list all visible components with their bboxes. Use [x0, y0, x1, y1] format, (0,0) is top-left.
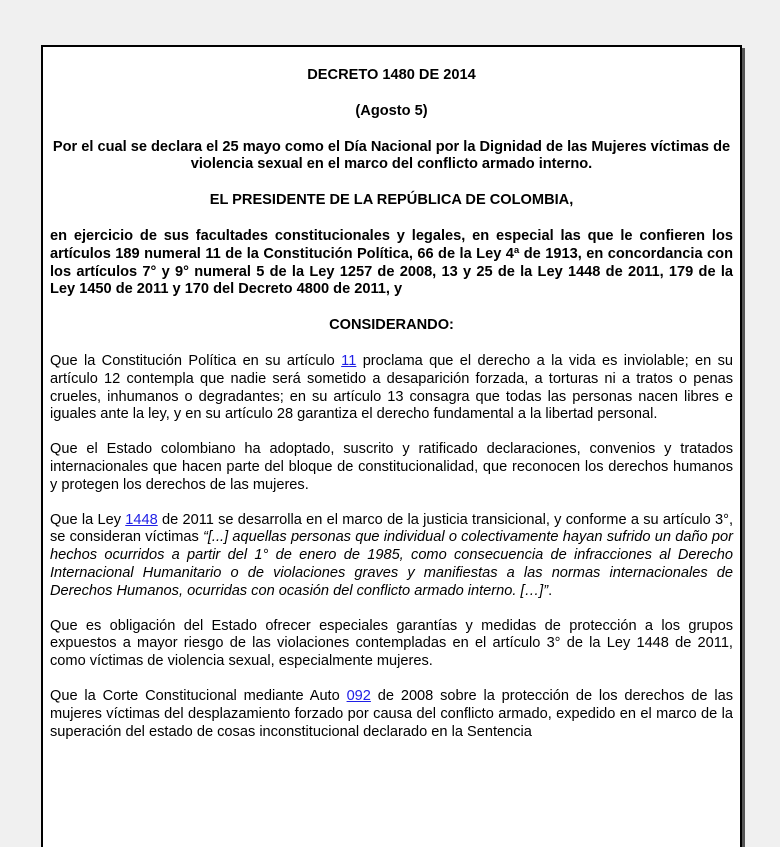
paragraph-text: Que la Ley	[50, 511, 126, 528]
paragraph-ley-1448	[50, 512, 733, 601]
victims-definition-quote: “[...] aquellas personas que individual o colectivamente hayan sufrido un daño por hechos ocurridos a partir del 1° de enero de 1985, como consecuencia de infracciones al Derecho Internacional Humanitario o de violaciones graves y manifiestas a las normas internacionales de Derechos Humanos, ocurridas con ocasión del conflicto armado interno. […]”	[50, 529, 733, 599]
preamble: en ejercicio de sus facultades constitucionales y legales, en especial las que le confieren los artículos 189 numeral 11 de la Constitución Política, 66 de la Ley 4ª de 1913, en concordancia con los artículos 7° y 9° numeral 5 de la Ley 1257 de 2008, 13 y 25 de la Ley 1448 de 2011, 179 de la Ley 1450 de 2011 y 170 del Decreto 4800 de 2011, y	[50, 227, 733, 298]
article-11-link[interactable]: 11	[341, 352, 357, 369]
paragraph-treaties: Que el Estado colombiano ha adoptado, suscrito y ratificado declaraciones, convenios y tratados internacionales que hacen parte del bloque de constitucionalidad, que reconocen los derechos humanos y protegen los derechos de las mujeres.	[50, 441, 733, 493]
paragraph-text: de 2008 sobre la protección de los derechos de las mujeres víctimas del desplazamiento forzado por causa del conflicto armado, expedido en el marco de la superación del estado de cosas inconstitucional declarado en la Sentencia	[50, 687, 733, 740]
considering-heading: CONSIDERANDO:	[329, 317, 454, 334]
paragraph-state-obligation: Que es obligación del Estado ofrecer especiales garantías y medidas de protección a los grupos expuestos a mayor riesgo de las violaciones contempladas en el artículo 3° de la Ley 1448 de 2011, como víctimas de violencia sexual, especialmente mujeres.	[50, 617, 733, 670]
document-body	[43, 47, 740, 741]
document-page	[41, 45, 742, 847]
paragraph-text: de 2011 se desarrolla en el marco de la justicia transicional, y conforme a su artículo 3°, se consideran víctimas	[50, 511, 733, 546]
paragraph-text: proclama que el derecho a la vida es inviolable; en su artículo 12 contempla que nadie será sometido a desaparición forzada, a torturas ni a tratos o penas crueles, inhumanos o degradantes; en su artículo 13 consagra que todas las personas nacen libres e iguales ante la ley, y en su artículo 28 garantiza el derecho fundamental a la libertad personal.	[50, 352, 734, 423]
decree-date: (Agosto 5)	[355, 102, 428, 119]
decree-title: DECRETO 1480 DE 2014	[307, 67, 476, 83]
paragraph-constitution	[50, 353, 733, 424]
paragraph-text: Que la Constitución Política en su artículo	[50, 352, 342, 369]
president-heading: EL PRESIDENTE DE LA REPÚBLICA DE COLOMBIA,	[209, 192, 574, 209]
auto-092-link[interactable]: 092	[346, 687, 371, 704]
paragraph-text: .	[548, 582, 553, 599]
ley-1448-link[interactable]: 1448	[125, 511, 158, 528]
paragraph-auto-092	[50, 688, 733, 741]
decree-purpose: Por el cual se declara el 25 mayo como el Día Nacional por la Dignidad de las Mujeres víctimas de violencia sexual en el marco del conflicto armado interno.	[52, 138, 731, 173]
paragraph-text: Que la Corte Constitucional mediante Auto	[50, 687, 347, 704]
